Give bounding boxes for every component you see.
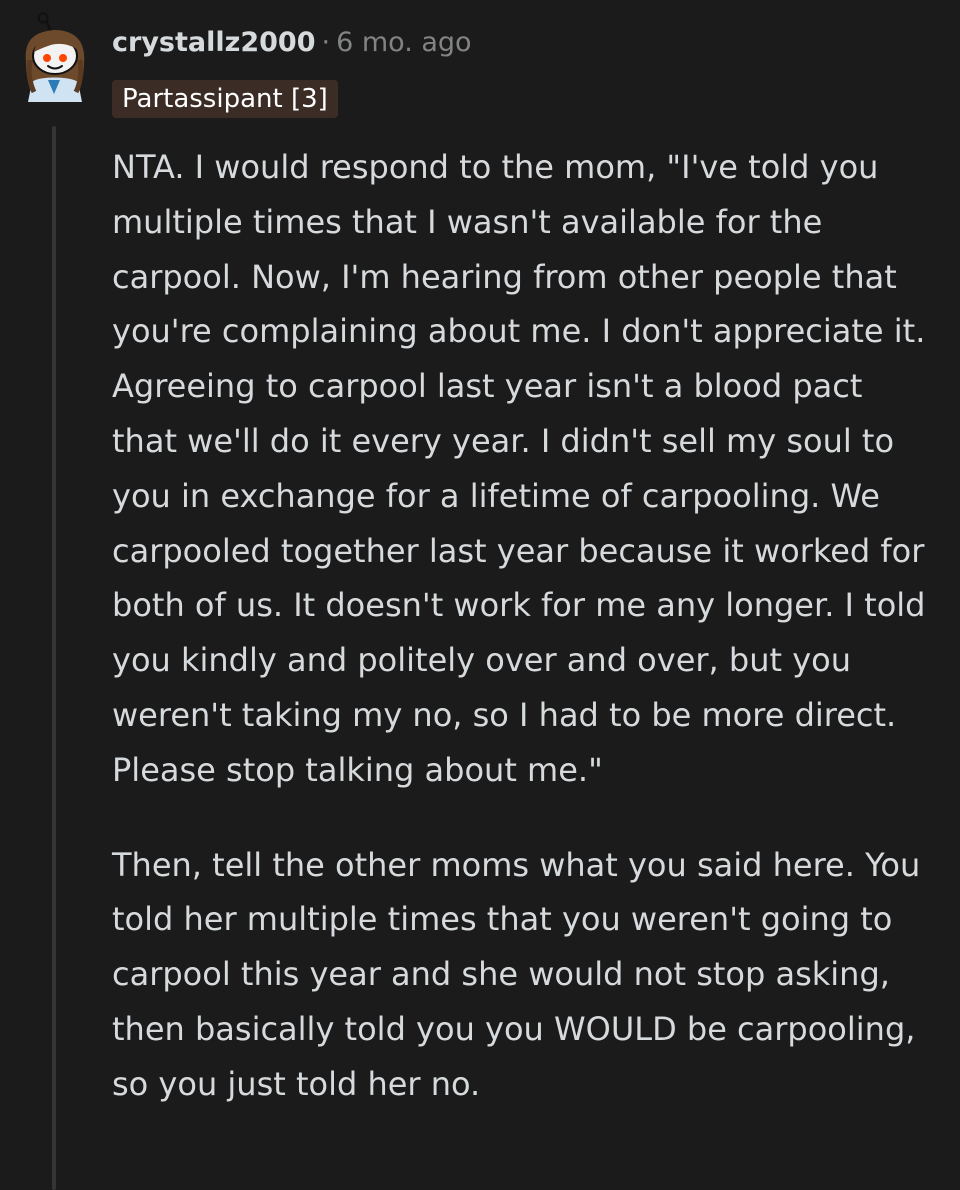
thread-line[interactable] bbox=[52, 126, 56, 1190]
user-flair: Partassipant [3] bbox=[112, 80, 338, 118]
timestamp[interactable]: 6 mo. ago bbox=[336, 27, 472, 58]
username-link[interactable]: crystallz2000 bbox=[112, 27, 316, 58]
snoo-avatar-icon bbox=[18, 12, 90, 104]
meta-separator: · bbox=[321, 27, 331, 58]
comment-paragraph: Then, tell the other moms what you said here. You told her multiple times that you weren't going to carpool this year and she would not stop asking, then basically told you you WOULD be carpooling, so you just told her no. bbox=[112, 845, 921, 1103]
comment-body bbox=[112, 140, 932, 1112]
comment-meta bbox=[112, 26, 472, 60]
avatar[interactable] bbox=[18, 12, 90, 104]
comment-paragraph: NTA. I would respond to the mom, "I've told you multiple times that I wasn't available for the carpool. Now, I'm hearing from other people that you're complaining about me. I don't appreciate it. Agreeing to carpool last year isn't a blood pact that we'll do it every year. I didn't sell my soul to you in exchange for a lifetime of carpooling. We carpooled together last year because it worked for both of us. It doesn't work for me any longer. I told you kindly and politely over and over, but you weren't taking my no, so I had to be more direct. Please stop talking about me." bbox=[112, 148, 926, 789]
